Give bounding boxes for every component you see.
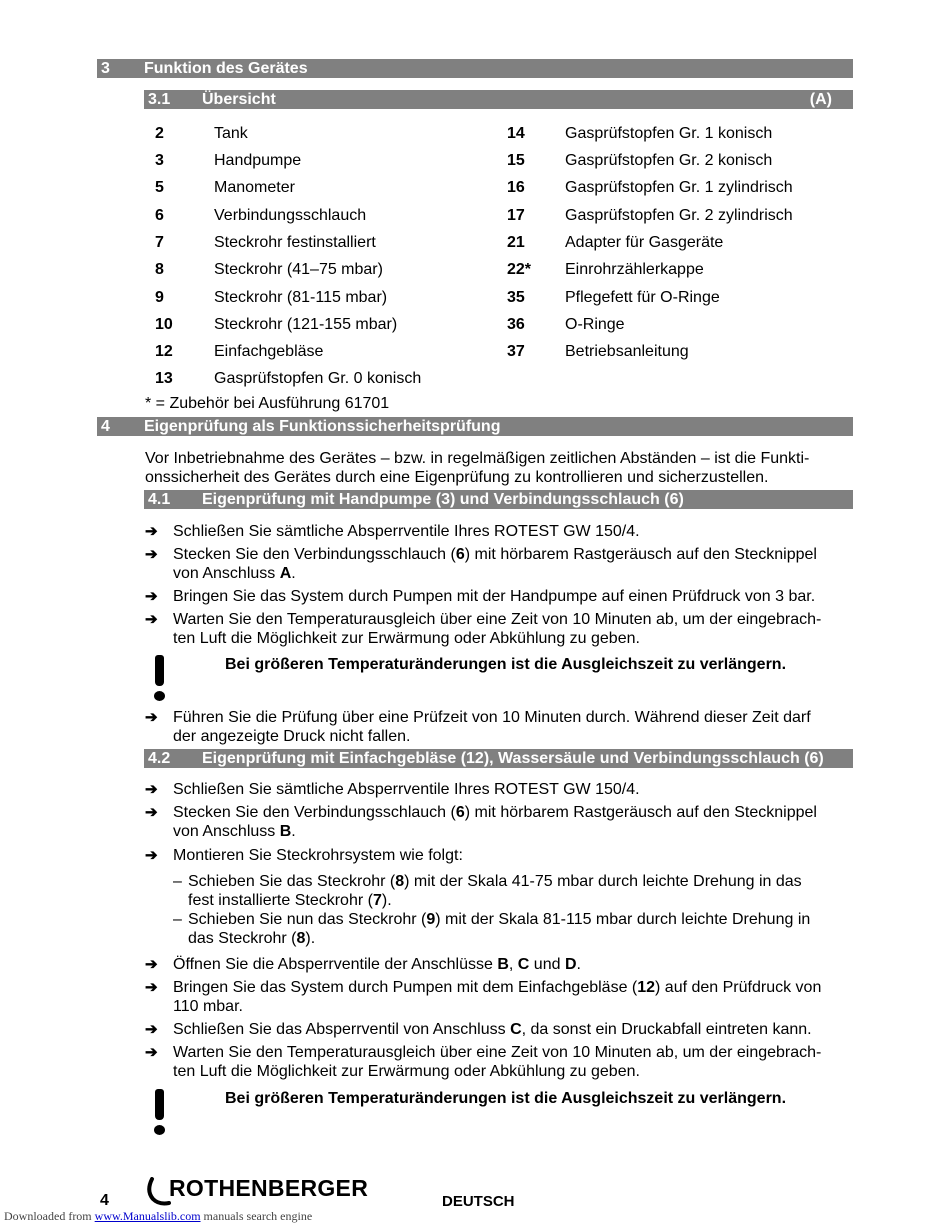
download-note: Downloaded from www.Manualslib.com manuals search engine xyxy=(4,1209,313,1223)
section-title: Übersicht xyxy=(202,91,276,108)
list-item: ➔ Warten Sie den Temperaturausgleich über eine Zeit von 10 Minuten ab, um der eingebrach- ten Luft die Möglichkeit zur Erwärmung oder Abkühlung zu geben. xyxy=(145,1044,822,1080)
list-item: ➔ Schließen Sie sämtliche Absperrventile Ihres ROTEST GW 150/4. xyxy=(145,781,640,798)
section-4-1-header xyxy=(144,490,853,509)
section-title: Eigenprüfung mit Einfachgebläse (12), Wassersäule und Verbindungsschlauch (6) xyxy=(202,750,824,767)
arrow-right-icon: ➔ xyxy=(145,546,158,563)
arrow-right-icon: ➔ xyxy=(145,588,158,605)
sub-list-item: – Schieben Sie nun das Steckrohr (9) mit der Skala 81-115 mbar durch leichte Drehung in das Steckrohr (8). xyxy=(173,911,811,947)
list-item: ➔ Warten Sie den Temperaturausgleich über eine Zeit von 10 Minuten ab, um der eingebrach- ten Luft die Möglichkeit zur Erwärmung oder Abkühlung zu geben. xyxy=(145,611,822,647)
section-4-2-header xyxy=(144,749,853,768)
arrow-right-icon: ➔ xyxy=(145,979,158,996)
arrow-right-icon: ➔ xyxy=(145,611,158,628)
arrow-right-icon: ➔ xyxy=(145,1044,158,1061)
list-item: ➔ Bringen Sie das System durch Pumpen mit der Handpumpe auf einen Prüfdruck von 3 bar. xyxy=(145,588,816,605)
section-title: Eigenprüfung als Funktionssicherheitsprüfung xyxy=(144,418,501,435)
exclamation-icon xyxy=(149,655,171,703)
list-item: ➔ Stecken Sie den Verbindungsschlauch (6) mit hörbarem Rastgeräusch auf den Stecknippel von Anschluss A. xyxy=(145,546,817,582)
section-number: 3 xyxy=(101,60,110,77)
list-item: ➔ Öffnen Sie die Absperrventile der Anschlüsse B, C und D. xyxy=(145,956,581,973)
warning-text: Bei größeren Temperaturänderungen ist die Ausgleichszeit zu verlängern. xyxy=(225,656,787,673)
brand-name: ROTHENBERGER xyxy=(169,1175,369,1201)
list-item: ➔ Führen Sie die Prüfung über eine Prüfzeit von 10 Minuten durch. Während dieser Zeit darf der angezeigte Druck nicht fallen. xyxy=(145,709,811,745)
language-label: DEUTSCH xyxy=(442,1193,515,1210)
arrow-right-icon: ➔ xyxy=(145,1021,158,1038)
section-number: 4.2 xyxy=(148,750,171,767)
list-item: ➔ Schließen Sie das Absperrventil von Anschluss C, da sonst ein Druckabfall eintreten kann. xyxy=(145,1021,812,1038)
warning-text: Bei größeren Temperaturänderungen ist die Ausgleichszeit zu verlängern. xyxy=(225,1090,787,1107)
section-number: 4 xyxy=(101,418,110,435)
page-number: 4 xyxy=(100,1192,109,1209)
arrow-right-icon: ➔ xyxy=(145,781,158,798)
section-title: Eigenprüfung mit Handpumpe (3) und Verbindungsschlauch (6) xyxy=(202,491,684,508)
arrow-right-icon: ➔ xyxy=(145,523,158,540)
arrow-right-icon: ➔ xyxy=(145,804,158,821)
section-4-header xyxy=(97,417,853,436)
arrow-right-icon: ➔ xyxy=(145,847,158,864)
arrow-right-icon: ➔ xyxy=(145,956,158,973)
section-number: 4.1 xyxy=(148,491,171,508)
section-title: Funktion des Gerätes xyxy=(144,60,308,77)
exclamation-icon xyxy=(149,1089,171,1137)
footnote: * = Zubehör bei Ausführung 61701 xyxy=(145,395,390,412)
intro-paragraph: Vor Inbetriebnahme des Gerätes – bzw. in regelmäßigen zeitlichen Abständen – ist die Funkti- onssicherheit des Gerätes durch eine Eigenprüfung zu kontrollieren und sicherzustellen. xyxy=(145,450,810,486)
list-item: ➔ Stecken Sie den Verbindungsschlauch (6) mit hörbarem Rastgeräusch auf den Stecknippel von Anschluss B. xyxy=(145,804,817,840)
section-3-1-header xyxy=(144,90,853,109)
list-item: ➔ Montieren Sie Steckrohrsystem wie folgt: xyxy=(145,847,463,864)
section-3-header xyxy=(97,59,853,78)
manualslib-link[interactable]: www.Manualslib.com xyxy=(94,1209,201,1223)
section-number: 3.1 xyxy=(148,91,171,108)
figure-reference: (A) xyxy=(809,91,832,108)
brand-logo xyxy=(145,1175,370,1207)
list-item: ➔ Bringen Sie das System durch Pumpen mit dem Einfachgebläse (12) auf den Prüfdruck von 110 mbar. xyxy=(145,979,822,1015)
sub-list-item: – Schieben Sie das Steckrohr (8) mit der Skala 41-75 mbar durch leichte Drehung in das fest installierte Steckrohr (7). xyxy=(173,873,802,909)
list-item: ➔ Schließen Sie sämtliche Absperrventile Ihres ROTEST GW 150/4. xyxy=(145,523,640,540)
arrow-right-icon: ➔ xyxy=(145,709,158,726)
logo-swoosh-icon xyxy=(145,1177,171,1207)
